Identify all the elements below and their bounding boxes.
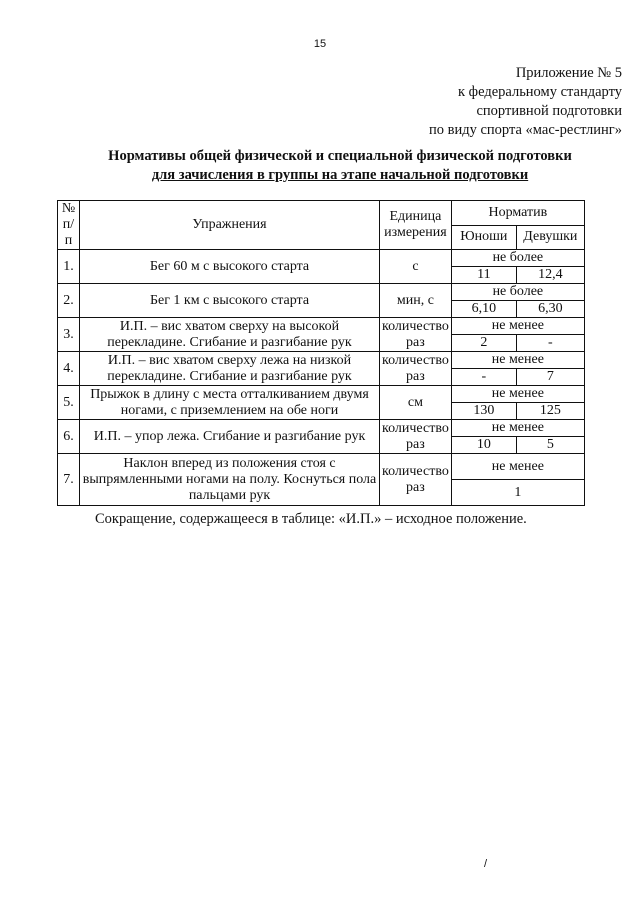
footnote: Сокращение, содержащееся в таблице: «И.П.» – исходное положение.: [95, 511, 527, 527]
row-3-exercise: И.П. – вис хватом сверху на высокой перекладине. Сгибание и разгибание рук: [80, 318, 380, 352]
row-5-unit: см: [380, 386, 452, 420]
row-6-num: 6.: [58, 420, 80, 454]
row-4-condition: не менее: [451, 352, 584, 369]
header-norm: Норматив: [451, 201, 584, 226]
row-1-boys: 11: [451, 267, 516, 284]
row-2-unit: мин, с: [380, 284, 452, 318]
annex-line-2: к федеральному стандарту: [458, 84, 622, 100]
annex-block: [429, 64, 622, 140]
annex-line-1: Приложение № 5: [515, 65, 622, 81]
annex-line-3: спортивной подготовки: [476, 103, 622, 119]
row-3-boys: 2: [451, 335, 516, 352]
row-4-girls: 7: [516, 369, 584, 386]
row-7-value: 1: [451, 480, 584, 506]
row-7-num: 7.: [58, 454, 80, 506]
title-line-2: для зачисления в группы на этапе начальной подготовки: [151, 167, 529, 183]
row-4-boys: -: [451, 369, 516, 386]
row-5-girls: 125: [516, 403, 584, 420]
row-5-exercise: Прыжок в длину с места отталкиванием двумя ногами, с приземлением на обе ноги: [80, 386, 380, 420]
row-1-girls: 12,4: [516, 267, 584, 284]
row-2-condition: не более: [451, 284, 584, 301]
header-unit: Единица измерения: [380, 201, 452, 250]
row-6-boys: 10: [451, 437, 516, 454]
row-5-condition: не менее: [451, 386, 584, 403]
page-number: 15: [313, 38, 327, 50]
row-3-unit: количество раз: [380, 318, 452, 352]
row-3-condition: не менее: [451, 318, 584, 335]
row-2-boys: 6,10: [451, 301, 516, 318]
title-line-1: Нормативы общей физической и специальной физической подготовки: [108, 148, 572, 164]
row-6-exercise: И.П. – упор лежа. Сгибание и разгибание рук: [80, 420, 380, 454]
row-1-unit: с: [380, 250, 452, 284]
row-5-num: 5.: [58, 386, 80, 420]
row-4-num: 4.: [58, 352, 80, 386]
row-2-num: 2.: [58, 284, 80, 318]
row-1-condition: не более: [451, 250, 584, 267]
row-7-unit: количество раз: [380, 454, 452, 506]
header-exercise: Упражнения: [80, 201, 380, 250]
header-boys: Юноши: [451, 225, 516, 250]
row-3-girls: -: [516, 335, 584, 352]
norms-table: [57, 200, 585, 506]
pen-mark: /: [484, 858, 488, 870]
row-6-unit: количество раз: [380, 420, 452, 454]
annex-line-4: по виду спорта «мас-рестлинг»: [428, 122, 622, 138]
row-7-exercise: Наклон вперед из положения стоя с выпрямленными ногами на полу. Коснуться пола пальцами рук: [80, 454, 380, 506]
row-4-unit: количество раз: [380, 352, 452, 386]
row-4-exercise: И.П. – вис хватом сверху лежа на низкой перекладине. Сгибание и разгибание рук: [80, 352, 380, 386]
row-1-num: 1.: [58, 250, 80, 284]
header-num: № п/п: [58, 201, 80, 250]
row-6-condition: не менее: [451, 420, 584, 437]
row-5-boys: 130: [451, 403, 516, 420]
header-girls: Девушки: [516, 225, 584, 250]
row-6-girls: 5: [516, 437, 584, 454]
document-title: [0, 147, 640, 185]
row-1-exercise: Бег 60 м с высокого старта: [80, 250, 380, 284]
row-7-condition: не менее: [451, 454, 584, 480]
row-2-girls: 6,30: [516, 301, 584, 318]
row-2-exercise: Бег 1 км с высокого старта: [80, 284, 380, 318]
row-3-num: 3.: [58, 318, 80, 352]
